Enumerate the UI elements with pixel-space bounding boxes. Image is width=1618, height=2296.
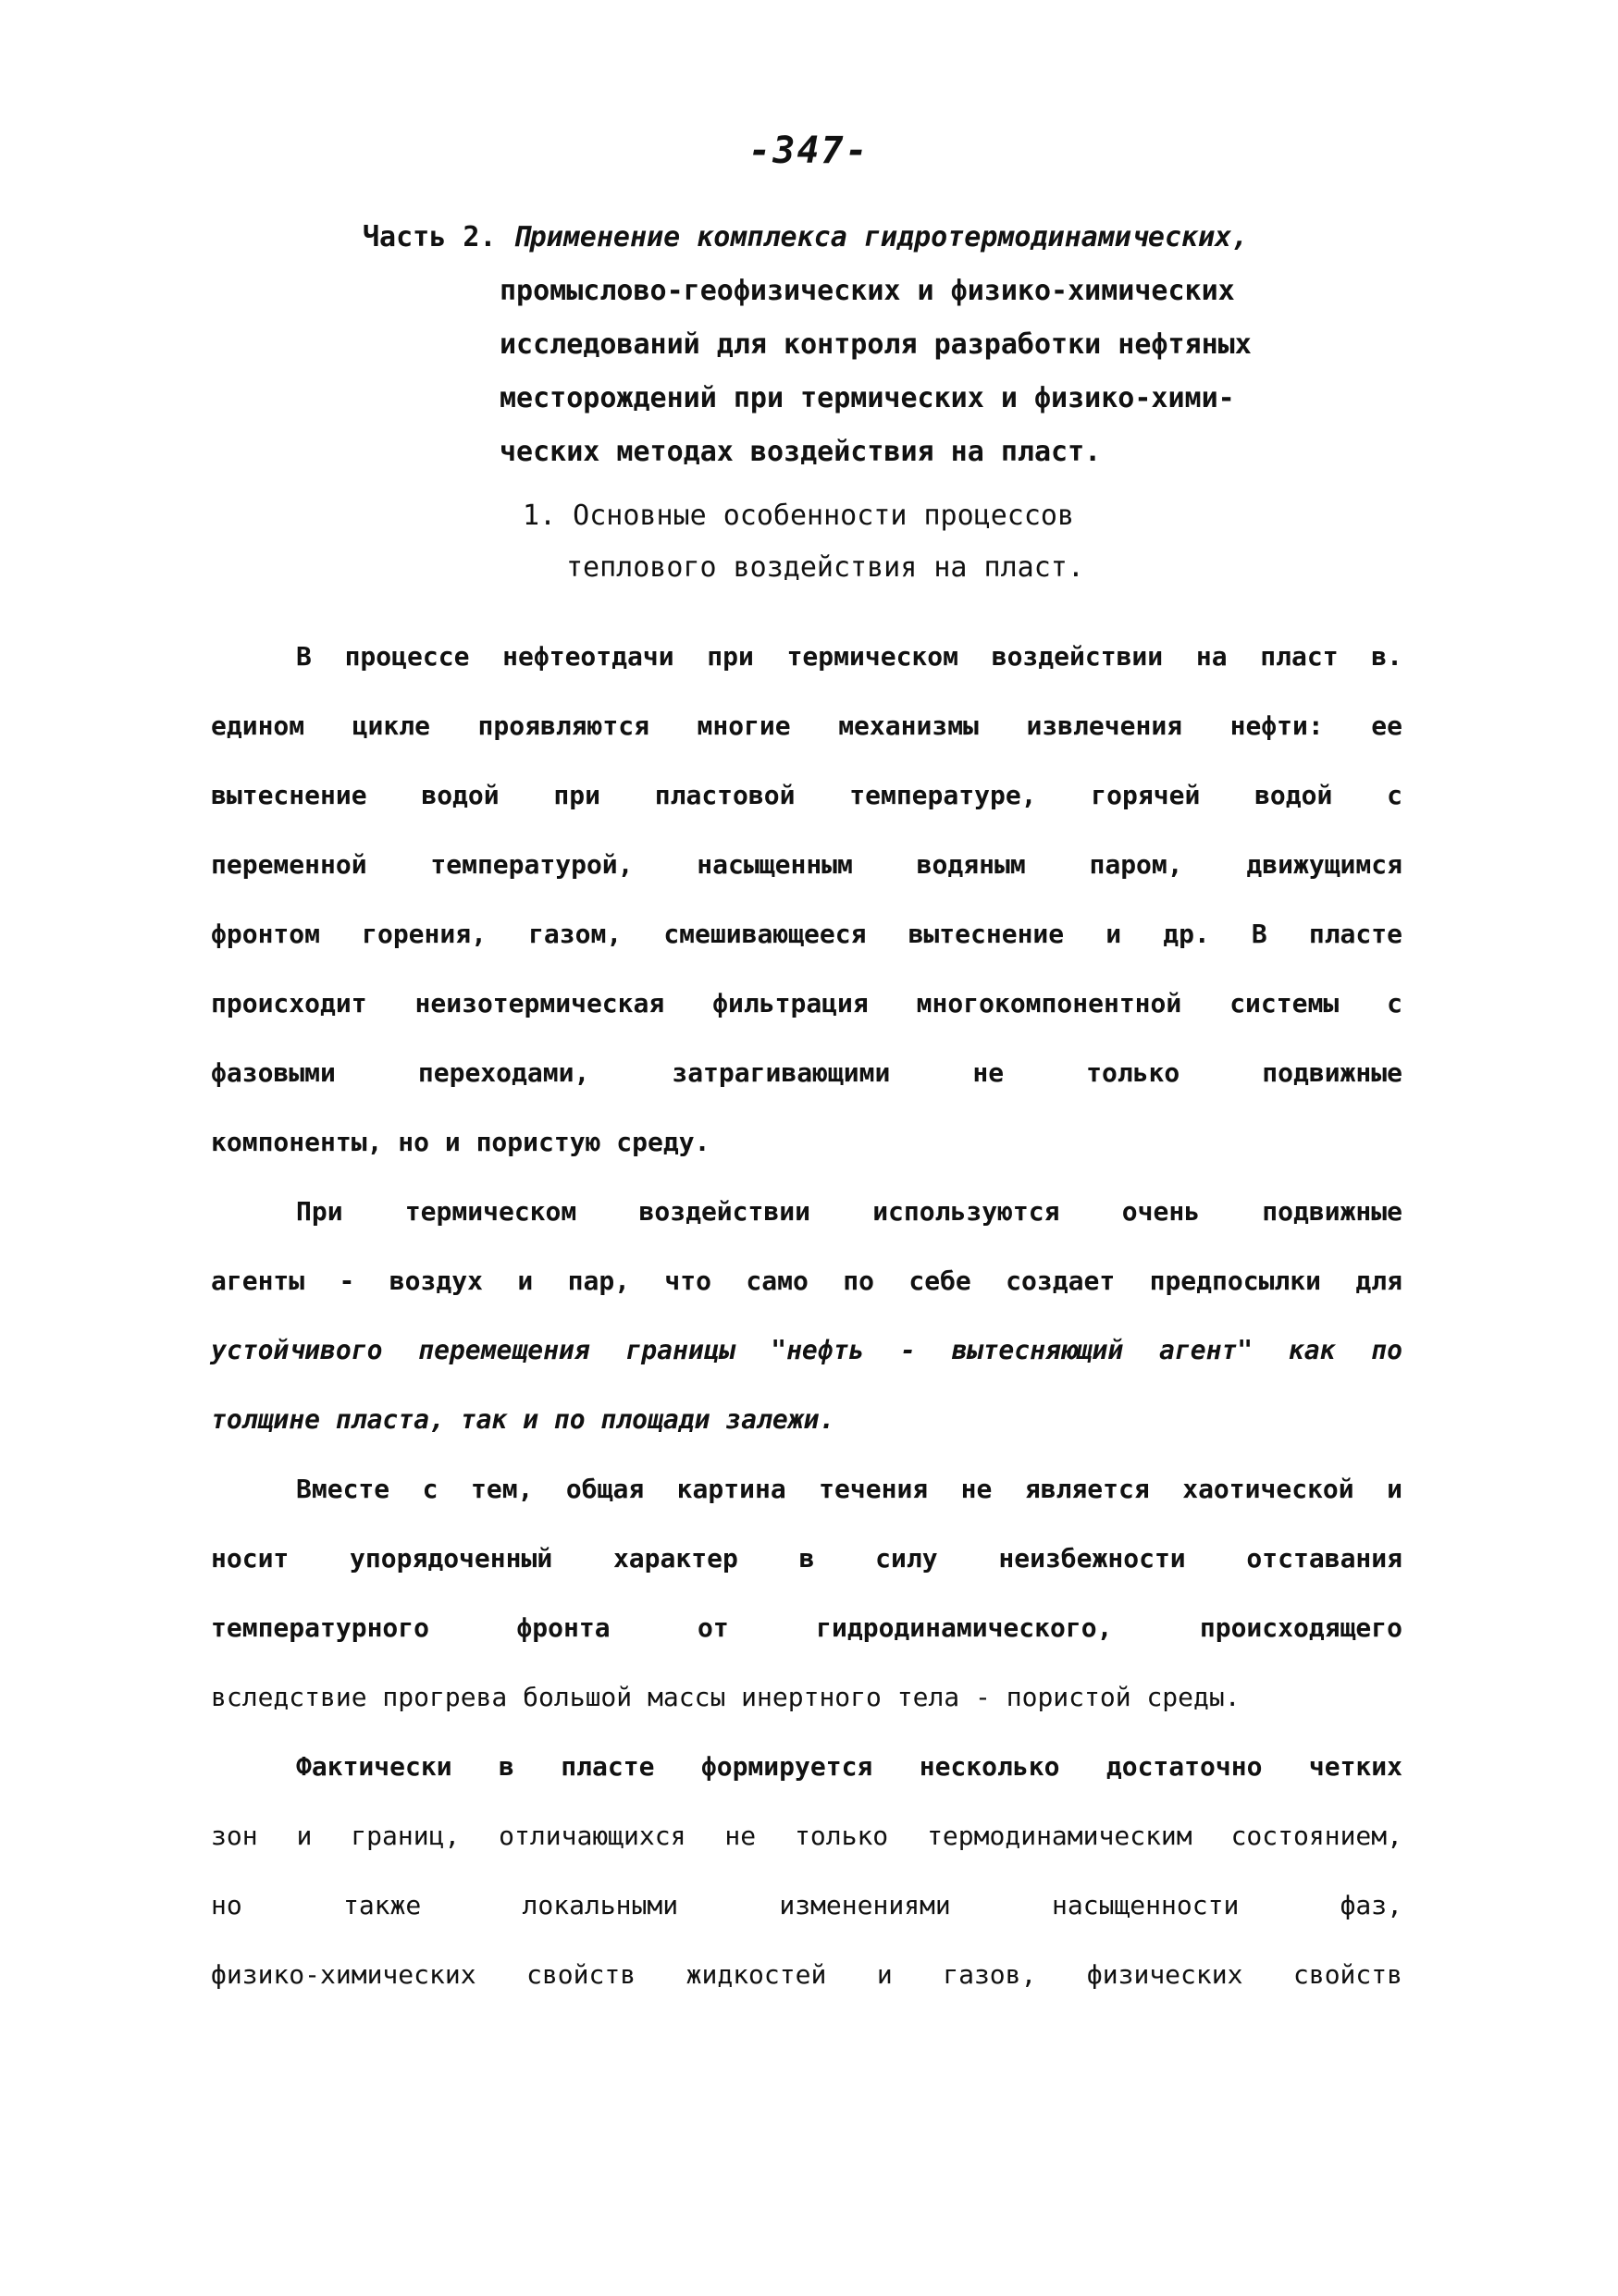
part-heading-line: промыслово-геофизических и физико-химических: [500, 275, 1235, 307]
paragraph-line: вследствие прогрева большой массы инертного тела - пористой среды.: [211, 1682, 1241, 1712]
paragraph-line: В процессе нефтеотдачи при термическом воздействии на пласт в.: [296, 641, 1402, 672]
paragraph-line: но также локальными изменениями насыщенности фаз,: [211, 1890, 1402, 1920]
paragraph-line: происходит неизотермическая фильтрация многокомпонентной системы с: [211, 988, 1402, 1018]
paragraph-line: температурного фронта от гидродинамического, происходящего: [211, 1612, 1402, 1643]
section-heading-line: теплового воздействия на пласт.: [566, 551, 1084, 584]
part-heading-title-text: Применение комплекса гидротермодинамических,: [513, 221, 1249, 253]
paragraph-line: толщине пласта, так и по площади залежи.: [211, 1404, 835, 1435]
part-heading-line: исследований для контроля разработки нефтяных: [500, 328, 1252, 361]
paragraph-line: устойчивого перемещения границы "нефть - вытесняющий агент" как по: [211, 1335, 1402, 1365]
paragraph-line: компоненты, но и пористую среду.: [211, 1127, 710, 1157]
section-heading-line: 1. Основные особенности процессов: [523, 500, 1075, 532]
body-text: [211, 622, 1402, 2009]
part-heading-line: ческих методах воздействия на пласт.: [500, 436, 1102, 468]
paragraph: [211, 1177, 1402, 1454]
paragraph-line: При термическом воздействии используются очень подвижные: [296, 1196, 1402, 1227]
page-number: -347-: [748, 130, 870, 172]
paragraph-line: носит упорядоченный характер в силу неизбежности отставания: [211, 1543, 1402, 1574]
paragraph-line: фазовыми переходами, затрагивающими не только подвижные: [211, 1057, 1402, 1088]
paragraph-line: фронтом горения, газом, смешивающееся вытеснение и др. В пласте: [211, 919, 1402, 949]
paragraph-line: переменной температурой, насыщенным водяным паром, движущимся: [211, 849, 1402, 880]
part-heading: [363, 211, 1306, 479]
paragraph-line: вытеснение водой при пластовой температуре, горячей водой с: [211, 780, 1402, 810]
paragraph-line: агенты - воздух и пар, что само по себе создает предпосылки для: [211, 1265, 1402, 1296]
paragraph: [211, 1454, 1402, 1732]
part-heading-line: месторождений при термических и физико-хими-: [500, 382, 1235, 414]
paragraph-line: едином цикле проявляются многие механизмы извлечения нефти: ее: [211, 710, 1402, 741]
part-heading-line: Часть 2. Применение комплекса гидротермодинамических,: [363, 221, 1249, 253]
paragraph: [211, 1732, 1402, 2009]
paragraph-line: зон и границ, отличающихся не только термодинамическим состоянием,: [211, 1821, 1402, 1851]
paragraph-line: Вместе с тем, общая картина течения не является хаотической и: [296, 1474, 1402, 1504]
section-heading: [0, 490, 1618, 594]
paragraph-line: Фактически в пласте формируется несколько достаточно четких: [296, 1751, 1402, 1782]
paragraph: [211, 622, 1402, 1177]
paragraph-line: физико-химических свойств жидкостей и газов, физических свойств: [211, 1959, 1402, 1990]
